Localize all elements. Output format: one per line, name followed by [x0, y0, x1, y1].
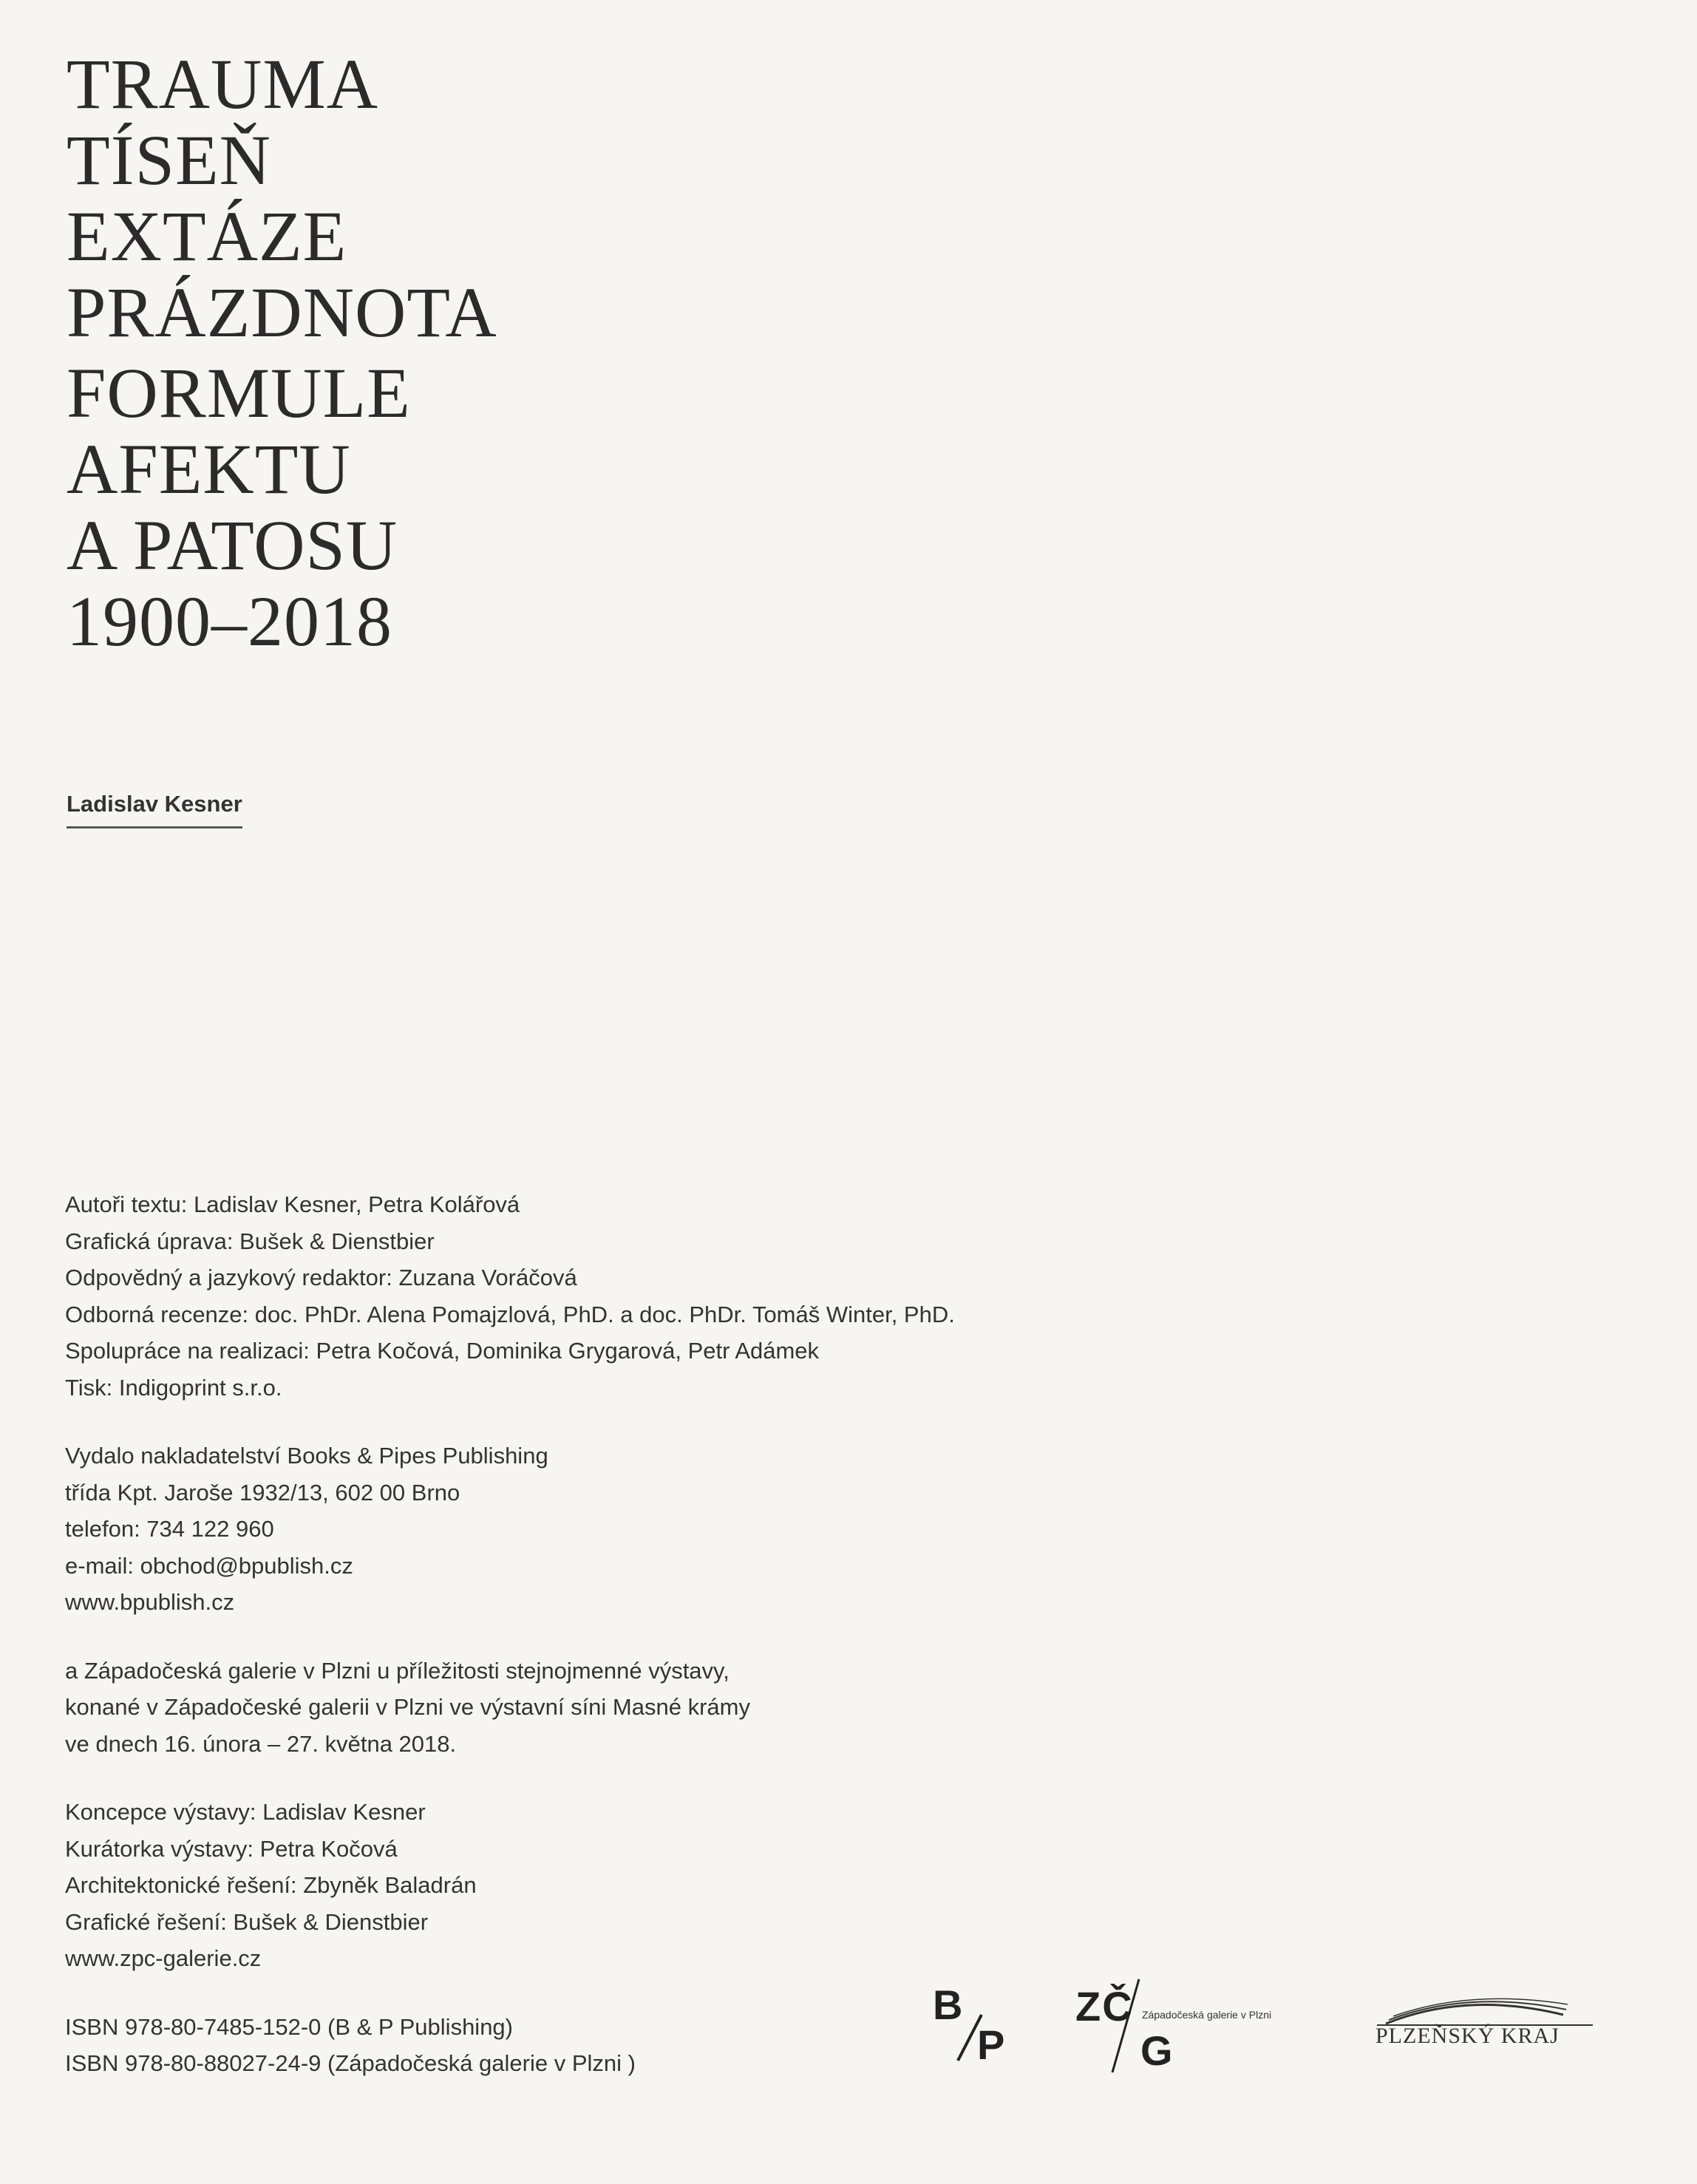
bp-logo-b: B: [933, 1981, 963, 2028]
title-group-1: [67, 46, 497, 350]
subtitle-line: AFEKTU: [67, 429, 351, 508]
publisher-email: e-mail: obchod@bpublish.cz: [65, 1552, 353, 1579]
title-line: PRÁZDNOTA: [67, 273, 497, 352]
team-line: Kurátorka výstavy: Petra Kočová: [65, 1835, 398, 1862]
title-group-2: [67, 355, 497, 659]
team-line: Grafické řešení: Bušek & Dienstbier: [65, 1908, 429, 1935]
zcg-logo-zc: ZČ: [1075, 1983, 1134, 2030]
publisher-address: třída Kpt. Jaroše 1932/13, 602 00 Brno: [65, 1479, 460, 1506]
colophon: [65, 1186, 955, 2082]
bp-publishing-logo: [933, 1981, 1021, 2069]
plzensky-kraj-logo: [1371, 1985, 1608, 2059]
credit-line: Grafická úprava: Bušek & Dienstbier: [65, 1228, 435, 1254]
exhibition-note: [65, 1653, 955, 1763]
zcg-logo-label: Západočeská galerie v Plzni: [1142, 2009, 1272, 2021]
zcg-logo-slash: [1075, 1975, 1164, 2078]
team-line: Koncepce výstavy: Ladislav Kesner: [65, 1799, 426, 1825]
note-line: konané v Západočeské galerii v Plzni ve výstavní síni Masné krámy: [65, 1694, 750, 1720]
credit-line: Spolupráce na realizaci: Petra Kočová, Dominika Grygarová, Petr Adámek: [65, 1338, 820, 1364]
kraj-arc-icon: [1371, 1985, 1608, 2030]
production-credits: [65, 1186, 955, 1406]
subtitle-line: A PATOSU: [67, 506, 398, 585]
credit-line: Odpovědný a jazykový redaktor: Zuzana Voráčová: [65, 1265, 577, 1290]
book-title: [67, 46, 497, 659]
exhibition-team: [65, 1794, 955, 1977]
isbn-line: ISBN 978-80-88027-24-9 (Západočeská galerie v Plzni ): [65, 2050, 636, 2076]
credit-line: Odborná recenze: doc. PhDr. Alena Pomajzlová, PhD. a doc. PhDr. Tomáš Winter, PhD.: [65, 1301, 955, 1327]
publisher-info: [65, 1438, 955, 1621]
publisher-phone: telefon: 734 122 960: [65, 1516, 274, 1542]
title-line: TÍSEŇ: [67, 120, 271, 200]
bp-logo-p: P: [977, 2021, 1005, 2068]
title-line: EXTÁZE: [67, 197, 347, 276]
publisher-line: Vydalo nakladatelství Books & Pipes Publishing: [65, 1443, 548, 1469]
title-line: TRAUMA: [67, 44, 379, 123]
team-line: Architektonické řešení: Zbyněk Baladrán: [65, 1872, 477, 1898]
note-line: a Západočeská galerie v Plzni u příležitosti stejnojmenné výstavy,: [65, 1657, 730, 1684]
subtitle-years: 1900–2018: [67, 582, 392, 661]
kraj-logo-label: PLZEŇSKÝ KRAJ: [1375, 2024, 1560, 2048]
author-name: Ladislav Kesner: [67, 791, 242, 829]
bp-logo-slash: [933, 1981, 1021, 2069]
note-line: ve dnech 16. února – 27. května 2018.: [65, 1730, 457, 1757]
credit-line: Tisk: Indigoprint s.r.o.: [65, 1374, 282, 1401]
publisher-website: www.bpublish.cz: [65, 1589, 235, 1615]
credit-line: Autoři textu: Ladislav Kesner, Petra Kolářová: [65, 1191, 520, 1217]
isbn-line: ISBN 978-80-7485-152-0 (B & P Publishing): [65, 2013, 513, 2040]
zcg-gallery-logo: [1075, 1975, 1341, 2078]
subtitle-line: FORMULE: [67, 353, 411, 432]
gallery-website: www.zpc-galerie.cz: [65, 1945, 262, 1971]
isbn-block: [65, 2009, 955, 2082]
zcg-logo-g: G: [1140, 2027, 1173, 2074]
